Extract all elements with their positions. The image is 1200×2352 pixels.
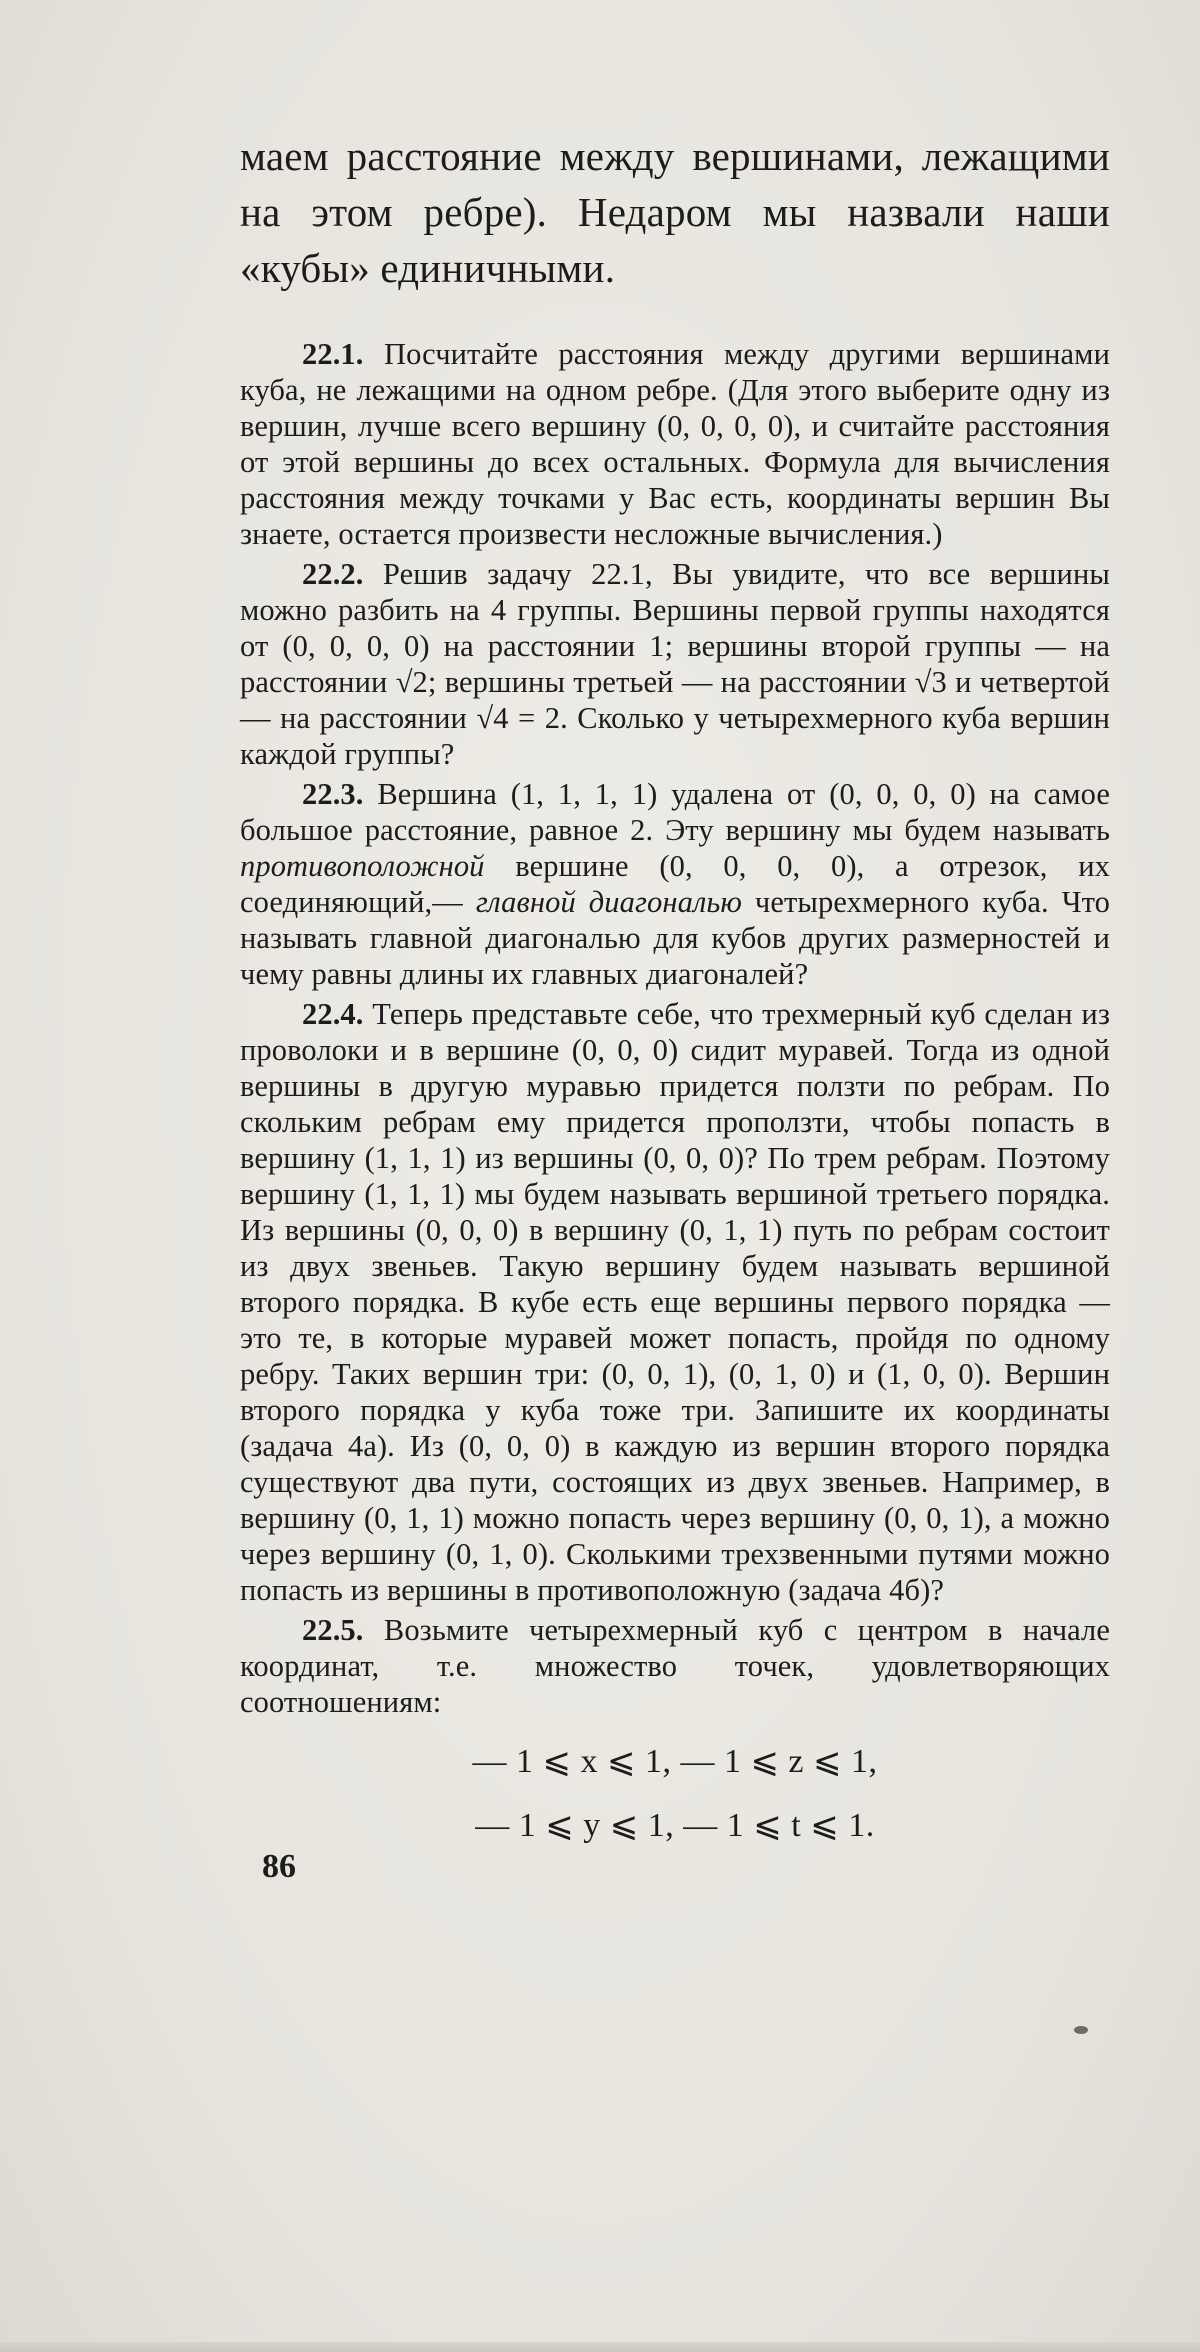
problem-number: 22.3. (302, 777, 364, 811)
problem-text: Возьмите четырехмерный куб с центром в начале координат, т.е. множество точек, удовлетворяющих соотношениям: (240, 1613, 1110, 1719)
page-bottom-edge (0, 2342, 1200, 2352)
problem-text: Теперь представьте себе, что трехмерный куб сделан из проволоки и в вершине (0, 0, 0) сидит муравей. Тогда из одной вершины в другую муравью придется ползти по ребрам. По скольким ребрам ему придется проползти, чтобы попасть в вершину (1, 1, 1) из вершины (0, 0, 0)? По трем ребрам. Поэтому вершину (1, 1, 1) мы будем называть вершиной третьего порядка. Из вершины (0, 0, 0) в вершину (0, 1, 1) путь по ребрам состоит из двух звеньев. Такую вершину будем называть вершиной второго порядка. В кубе есть еще вершины первого порядка — это те, в которые муравей может попасть, пройдя по одному ребру. Таких вершин три: (0, 0, 1), (0, 1, 0) и (1, 0, 0). Вершин второго порядка у куба тоже три. Запишите их координаты (задача 4а). Из (0, 0, 0) в каждую из вершин второго порядка существуют два пути, состоящих из двух звеньев. Например, в вершину (0, 1, 1) можно попасть через вершину (0, 0, 1), а можно через вершину (0, 1, 0). Сколькими трехзвенными путями можно попасть из вершины в противоположную (задача 4б)? (240, 997, 1110, 1607)
page-number: 86 (262, 1848, 296, 1885)
problem-number: 22.4. (302, 997, 364, 1031)
problem-22-1 (240, 336, 1110, 552)
problem-22-5 (240, 1612, 1110, 1720)
formula-line-2: — 1 ⩽ y ⩽ 1, — 1 ⩽ t ⩽ 1. (475, 1807, 875, 1844)
problem-text: четырехмерного куба. Что называть главной диагональю для кубов других размерностей и чему равны длины их главных диагоналей? (240, 885, 1110, 991)
text-column (240, 128, 1110, 1846)
term-opposite: противоположной (240, 849, 485, 883)
problem-number: 22.1. (302, 337, 364, 371)
problem-text: Вершина (1, 1, 1, 1) удалена от (0, 0, 0, 0) на самое большое расстояние, равное 2. Эту вершину мы будем называть (240, 777, 1110, 847)
problem-number: 22.2. (302, 557, 364, 591)
intro-paragraph: маем расстояние между вершинами, лежащими на этом ребре). Недаром мы назвали наши «кубы» единичными. (240, 133, 1110, 291)
problem-text: Решив задачу 22.1, Вы увидите, что все вершины можно разбить на 4 группы. Вершины первой группы находятся от (0, 0, 0, 0) на расстоянии 1; вершины второй группы — на расстоянии √2; вершины третьей — на расстоянии √3 и четвертой — на расстоянии √4 = 2. Сколько у четырехмерного куба вершин каждой группы? (240, 557, 1110, 771)
problem-text: Посчитайте расстояния между другими вершинами куба, не лежащими на одном ребре. (Для этого выберите одну из вершин, лучше всего вершину (0, 0, 0, 0), и считайте расстояния от этой вершины до всех остальных. Формула для вычисления расстояния между точками у Вас есть, координаты вершин Вы знаете, остается произвести несложные вычисления.) (240, 337, 1110, 551)
problem-number: 22.5. (302, 1613, 364, 1647)
term-main-diagonal: главной диагональю (475, 885, 742, 919)
problem-22-3 (240, 776, 1110, 992)
formula-line-1: — 1 ⩽ x ⩽ 1, — 1 ⩽ z ⩽ 1, (472, 1743, 878, 1780)
problem-text: вершине (0, 0, 0, 0), а отрезок, их соединяющий,— (240, 849, 1110, 919)
problem-22-2 (240, 556, 1110, 772)
problem-22-4 (240, 996, 1110, 1608)
ink-speck (1074, 2026, 1088, 2034)
